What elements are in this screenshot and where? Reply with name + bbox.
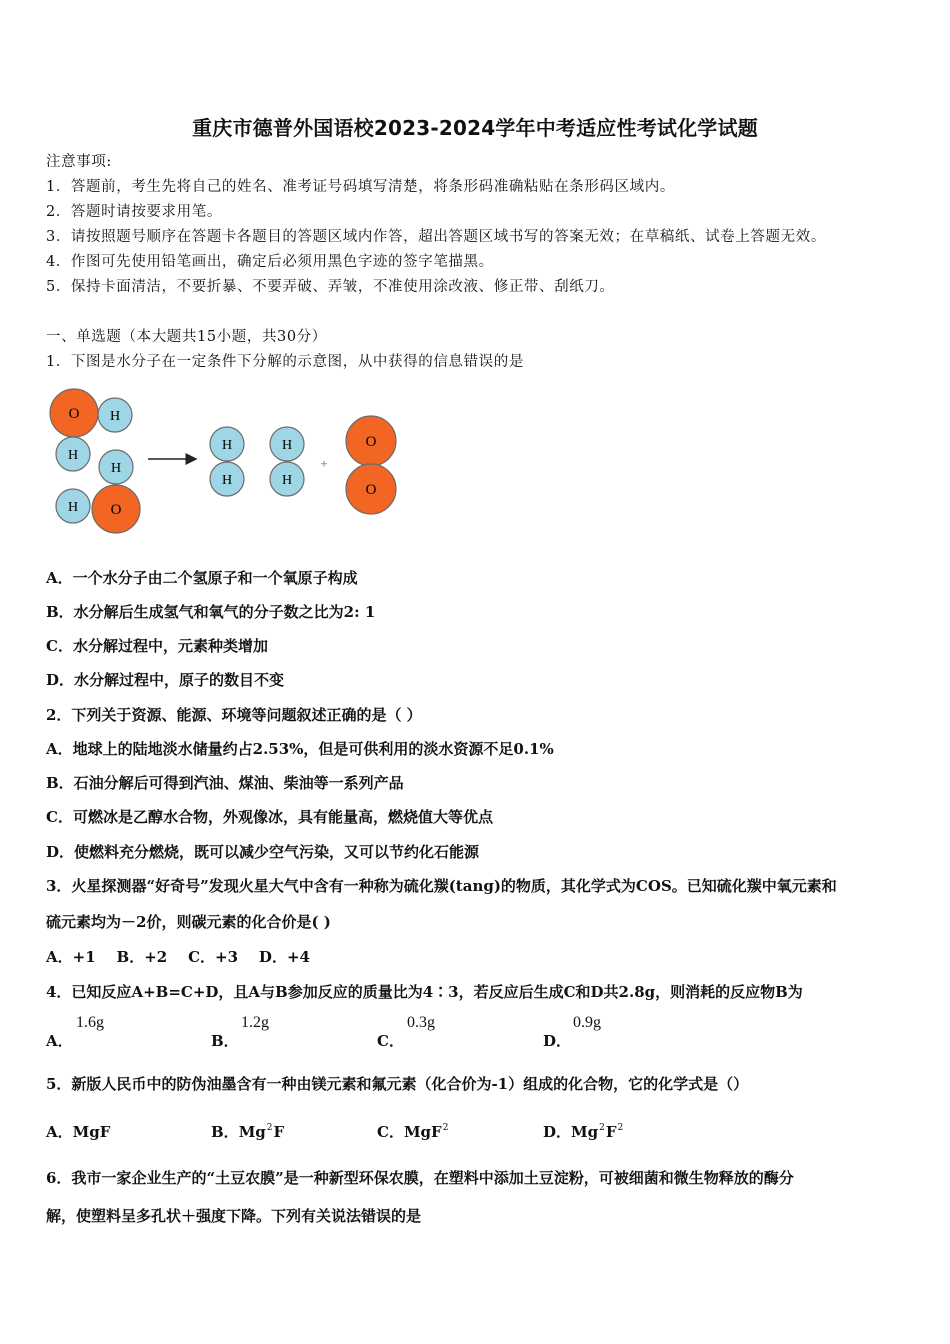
question-3-stem-continued: 硫元素均为－2价，则碳元素的化合价是( )	[46, 913, 331, 931]
hydrogen-label: H	[281, 473, 293, 488]
option-value: 0.9g	[573, 1014, 601, 1031]
question-5-option-b	[211, 1121, 284, 1142]
option-formula: F	[605, 1123, 617, 1141]
option-value: 1.6g	[76, 1014, 104, 1031]
question-4-option-a	[46, 1014, 206, 1054]
water-decomposition-diagram	[40, 385, 420, 540]
note-item: 4．作图可先使用铅笔画出，确定后必须用黑色字迹的签字笔描黑。	[46, 254, 494, 270]
hydrogen-label: H	[110, 461, 122, 476]
hydrogen-molecules-products	[210, 427, 304, 496]
option-formula: MgF	[72, 1123, 111, 1141]
oxygen-label: O	[110, 502, 122, 518]
question-6-stem-continued: 解，使塑料呈多孔状＋强度下降。下列有关说法错误的是	[46, 1207, 422, 1225]
question-4-option-d	[543, 1014, 703, 1054]
question-6-stem: 6．我市一家企业生产的“土豆农膜”是一种新型环保农膜，在塑料中添加土豆淀粉，可被细菌和微生物释放的酶分	[46, 1169, 794, 1187]
hydrogen-label: H	[281, 438, 293, 453]
formula-index: 2	[442, 1123, 449, 1133]
note-item: 5．保持卡面清洁，不要折暴、不要弄破、弄皱，不准使用涂改液、修正带、刮纸刀。	[46, 279, 615, 295]
hydrogen-label: H	[221, 438, 233, 453]
question-2-option-b: B．石油分解后可得到汽油、煤油、柴油等一系列产品	[46, 774, 404, 792]
hydrogen-label: H	[109, 409, 121, 424]
oxygen-label: O	[68, 406, 80, 422]
question-4-option-b	[211, 1014, 371, 1054]
section-heading: 一、单选题（本大题共15小题，共30分）	[46, 329, 327, 345]
question-1-stem: 1．下图是水分子在一定条件下分解的示意图，从中获得的信息错误的是	[46, 354, 524, 370]
formula-index: 2	[266, 1123, 273, 1133]
option-formula: F	[273, 1123, 285, 1141]
question-2-option-d: D．使燃料充分燃烧，既可以减少空气污染，又可以节约化石能源	[46, 843, 480, 861]
question-3-options: A．+1 B．+2 C．+3 D．+4	[46, 948, 310, 966]
hydrogen-label: H	[221, 473, 233, 488]
option-letter: A．	[46, 1032, 73, 1050]
option-letter: A．	[46, 1123, 73, 1141]
option-letter: B．	[211, 1032, 239, 1050]
option-letter: D．	[543, 1032, 572, 1050]
question-1-option-c: C．水分解过程中，元素种类增加	[46, 637, 268, 655]
notes-heading: 注意事项:	[46, 154, 112, 170]
option-letter: C．	[377, 1032, 404, 1050]
oxygen-molecule-product	[346, 416, 396, 514]
note-item: 3．请按照题号顺序在答题卡各题目的答题区域内作答，超出答题区域书写的答案无效；在草稿纸、试卷上答题无效。	[46, 229, 826, 245]
question-5-stem: 5．新版人民币中的防伪油墨含有一种由镁元素和氟元素（化合价为-1）组成的化合物，它的化学式是（）	[46, 1075, 749, 1093]
note-item: 1．答题前，考生先将自己的姓名、准考证号码填写清楚，将条形码准确粘贴在条形码区域内。	[46, 179, 675, 195]
note-item: 2．答题时请按要求用笔。	[46, 204, 222, 220]
hydrogen-label: H	[67, 500, 79, 515]
option-value: 0.3g	[407, 1014, 435, 1031]
question-2-stem: 2．下列关于资源、能源、环境等问题叙述正确的是（ ）	[46, 706, 422, 724]
question-5-option-c	[377, 1121, 449, 1142]
option-value: 1.2g	[241, 1014, 269, 1031]
question-2-option-a: A．地球上的陆地淡水储量约占2.53%，但是可供利用的淡水资源不足0.1%	[46, 740, 554, 758]
question-5-option-a	[46, 1121, 110, 1142]
water-molecules-reactants	[50, 389, 140, 533]
plus-sign: +	[320, 456, 328, 471]
question-1-option-d: D．水分解过程中，原子的数目不变	[46, 671, 285, 689]
question-1-option-b: B．水分解后生成氢气和氧气的分子数之比为2: 1	[46, 603, 376, 621]
question-5-option-d	[543, 1121, 624, 1142]
option-letter: B．	[211, 1123, 239, 1141]
formula-index: 2	[599, 1123, 605, 1133]
question-3-stem: 3．火星探测器“好奇号”发现火星大气中含有一种称为硫化羰(tang)的物质，其化学式为COS。已知硫化羰中氧元素和	[46, 877, 837, 895]
question-1-option-a: A．一个水分子由二个氢原子和一个氧原子构成	[46, 569, 358, 587]
oxygen-label: O	[365, 482, 377, 498]
oxygen-label: O	[365, 434, 377, 450]
question-4-option-c	[377, 1014, 537, 1054]
formula-index: 2	[617, 1123, 624, 1133]
hydrogen-label: H	[67, 448, 79, 463]
option-letter: C．	[377, 1123, 404, 1141]
page-title: 重庆市德普外国语校2023-2024学年中考适应性考试化学试题	[192, 116, 758, 140]
option-formula: MgF	[403, 1123, 442, 1141]
option-letter: D．	[543, 1123, 572, 1141]
question-4-options	[46, 1014, 666, 1054]
option-formula: Mg	[571, 1123, 599, 1141]
question-2-option-c: C．可燃冰是乙醇水合物，外观像冰，具有能量高，燃烧值大等优点	[46, 808, 493, 826]
option-formula: Mg	[238, 1123, 266, 1141]
question-4-stem: 4．已知反应A+B=C+D，且A与B参加反应的质量比为4∶3，若反应后生成C和D共2.8g，则消耗的反应物B为	[46, 983, 803, 1001]
